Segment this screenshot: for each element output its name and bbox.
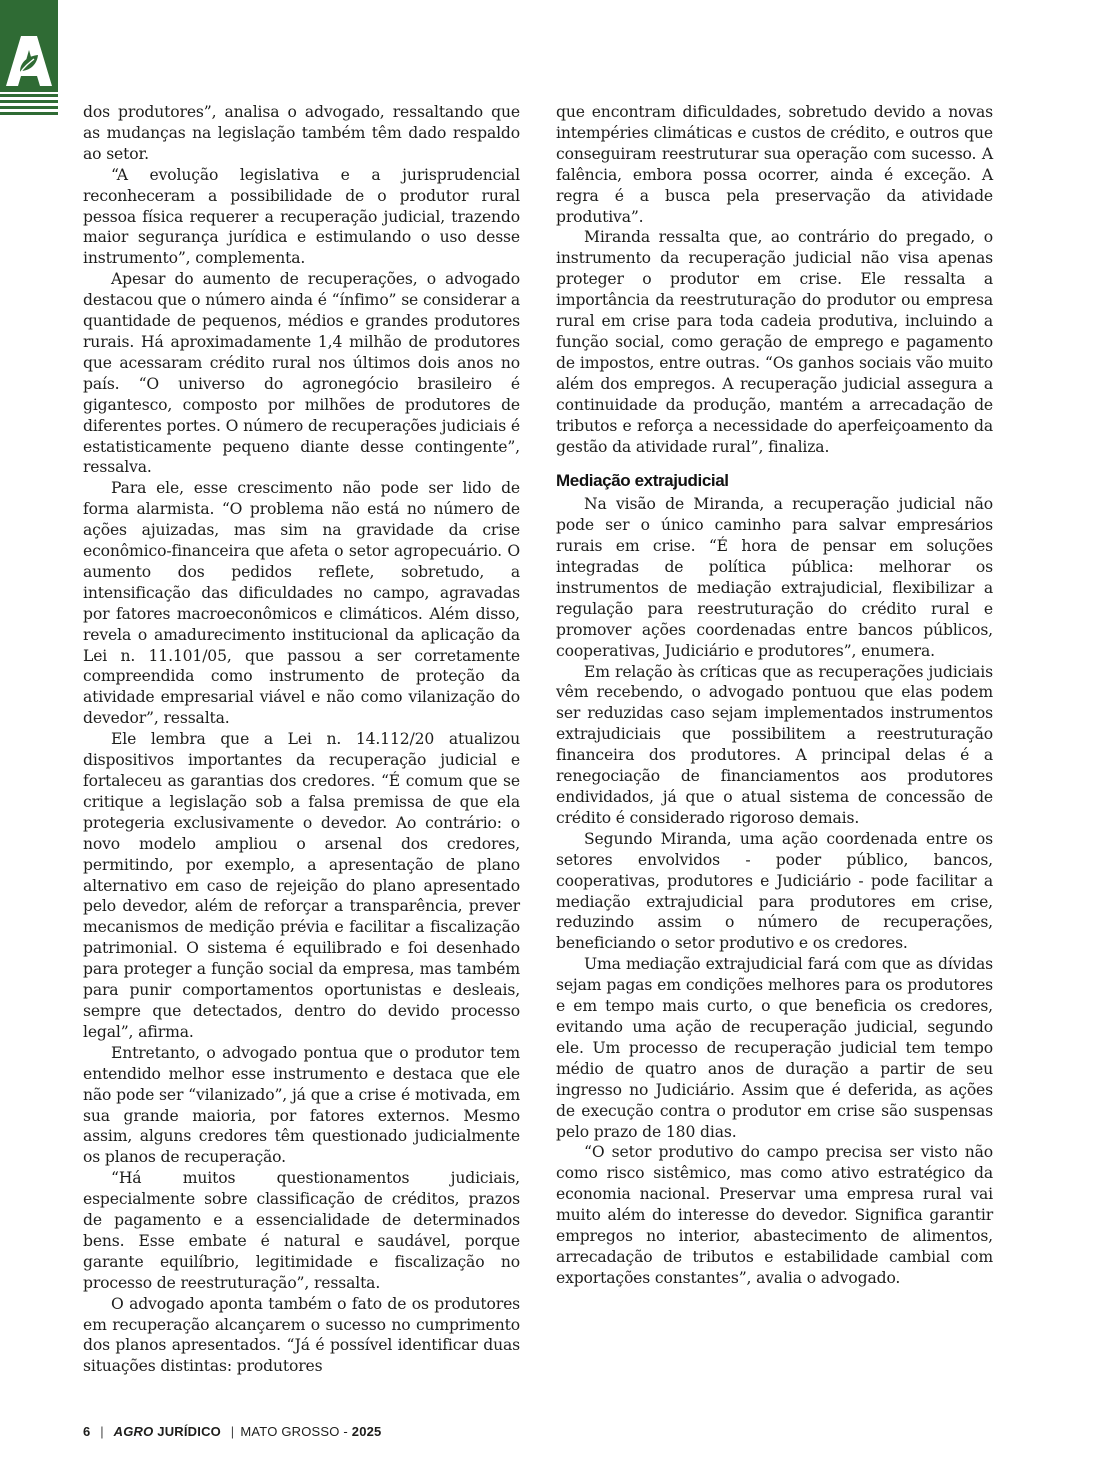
paragraph: Entretanto, o advogado pontua que o produtor tem entendido melhor esse instrumento e destaca que ele não pode ser “vilanizado”, já que a crise é motivada, em sua grande maioria, por fatores externos. Mesmo assim, alguns credores têm questionado judicialmente os planos de recuperação. [83,1043,520,1167]
footer-region: MATO GROSSO [240,1424,340,1439]
page-footer [83,1424,382,1439]
page-number: 6 [83,1424,91,1439]
logo-a-leaf-icon [6,36,52,86]
paragraph: Na visão de Miranda, a recuperação judicial não pode ser o único caminho para salvar empresários rurais em crise. “É hora de pensar em soluções integradas de política pública: melhorar os instrumentos de mediação extrajudicial, flexibilizar a regulação para reestruturação do crédito rural e promover ações coordenadas entre bancos públicos, cooperativas, Judiciário e produtores”, enumera. [556,495,993,660]
brand-agro: AGRO [113,1424,154,1439]
paragraph: O advogado aponta também o fato de os produtores em recuperação alcançarem o sucesso no cumprimento dos planos apresentados. “Já é possível identificar duas situações distintas: produtores [83,1294,520,1376]
paragraph: Ele lembra que a Lei n. 14.112/20 atualizou dispositivos importantes da recuperação judicial e fortaleceu as garantias dos credores. “É comum que se critique a legislação sob a falsa premissa de que ela protegeria exclusivamente o devedor. Ao contrário: o novo modelo ampliou o arsenal dos credores, permitindo, por exemplo, a apresentação de plano alternativo em caso de rejeição do plano apresentado pelo devedor, além de reforçar a transparência, prever mecanismos de medição prévia e facilitar a fiscalização patrimonial. O sistema é equilibrado e foi desenhado para proteger a função social da empresa, mas também para punir comportamentos oportunistas e desleais, sempre que detectados, dentro do devido processo legal”, afirma. [83,730,520,1041]
paragraph: Em relação às críticas que as recuperações judiciais vêm recebendo, o advogado pontuou que elas podem ser reduzidas caso sejam implementados instrumentos extrajudiciais que possibilitem a reestruturação financeira dos produtores. A principal delas é a renegociação de financiamentos aos produtores endividados, já que o atual sistema de concessão de crédito é considerado rigoroso demais. [556,662,993,827]
footer-dash: - [343,1424,348,1439]
footer-separator: | [100,1424,104,1439]
section-heading: Mediação extrajudicial [556,471,729,491]
paragraph: Para ele, esse crescimento não pode ser lido de forma alarmista. “O problema não está no número de ações ajuizadas, mas sim na gravidade da crise econômico-financeira que afeta o setor agropecuário. O aumento dos pedidos reflete, sobretudo, a intensificação das dificuldades no campo, agravadas por fatores macroeconômicos e climáticos. Além disso, revela o amadurecimento institucional da aplicação da Lei n. 11.101/05, que passou a ser corretamente compreendida como instrumento de proteção da atividade empresarial viável e não como vilanização do devedor”, ressalta. [83,479,520,728]
logo-stripes [0,94,58,118]
paragraph: “O setor produtivo do campo precisa ser visto não como risco sistêmico, mas como ativo estratégico da economia nacional. Preservar uma empresa rural vai muito além do interesse do devedor. Significa garantir empregos no interior, abastecimento de alimentos, arrecadação de tributos e estabilidade cambial com exportações constantes”, avalia o advogado. [556,1143,993,1287]
article-right-column [556,102,993,1289]
footer-year: 2025 [351,1424,382,1439]
paragraph: “Há muitos questionamentos judiciais, especialmente sobre classificação de créditos, prazos de pagamento e a essencialidade de determinados bens. Esse embate é natural e saudável, porque garante equilíbrio, legitimidade e fiscalização no processo de reestruturação”, ressalta. [83,1169,520,1292]
footer-separator: | [230,1424,235,1439]
brand-juridico: JURÍDICO [157,1424,221,1439]
paragraph: Miranda ressalta que, ao contrário do pregado, o instrumento da recuperação judicial não visa apenas proteger o produtor em crise. Ele ressalta a importância da reestruturação do produtor ou empresa rural em crise para toda cadeia produtiva, incluindo a função social, como geração de emprego e pagamento de impostos, entre outras. “Os ganhos sociais vão muito além dos empregos. A recuperação judicial assegura a continuidade da produção, mantém a arrecadação de tributos e reforça a necessidade do aperfeiçoamento da gestão da atividade rural”, finaliza. [556,228,993,456]
paragraph: Segundo Miranda, uma ação coordenada entre os setores envolvidos - poder público, bancos, cooperativas, produtores e Judiciário - pode facilitar a mediação extrajudicial para produtores em crise, reduzindo assim o número de recuperações, beneficiando o setor produtivo e os credores. [556,829,993,953]
magazine-logo [0,0,58,92]
article-left-column [83,102,520,1377]
paragraph: Apesar do aumento de recuperações, o advogado destacou que o número ainda é “ínfimo” se considerar a quantidade de pequenos, médios e grandes produtores rurais. Há aproximadamente 1,4 milhão de produtores que acessaram crédito rural nos últimos dois anos no país. “O universo do agronegócio brasileiro é gigantesco, composto por milhões de produtores de diferentes portes. O número de recuperações judiciais é estatisticamente pequeno diante desse contingente”, ressalva. [83,270,520,477]
paragraph: dos produtores”, analisa o advogado, ressaltando que as mudanças na legislação também têm dado respaldo ao setor. [83,103,520,163]
paragraph: Uma mediação extrajudicial fará com que as dívidas sejam pagas em condições melhores para os produtores e em tempo mais curto, o que beneficia os credores, evitando uma ação de recuperação judicial, segundo ele. Um processo de recuperação judicial tem tempo médio de quatro anos de duração a partir de seu ingresso no Judiciário. Assim que é deferida, as ações de execução contra o produtor em crise são suspensas pelo prazo de 180 dias. [556,955,993,1141]
paragraph: que encontram dificuldades, sobretudo devido a novas intempéries climáticas e custos de crédito, e outros que conseguiram reestruturar sua operação com sucesso. A falência, embora possa ocorrer, ainda é exceção. A regra é a busca pela preservação da atividade produtiva”. [556,103,993,226]
paragraph: “A evolução legislativa e a jurisprudencial reconheceram a possibilidade de o produtor rural pessoa física requerer a recuperação judicial, trazendo maior segurança jurídica e estimulando o uso desse instrumento”, complementa. [83,165,520,268]
